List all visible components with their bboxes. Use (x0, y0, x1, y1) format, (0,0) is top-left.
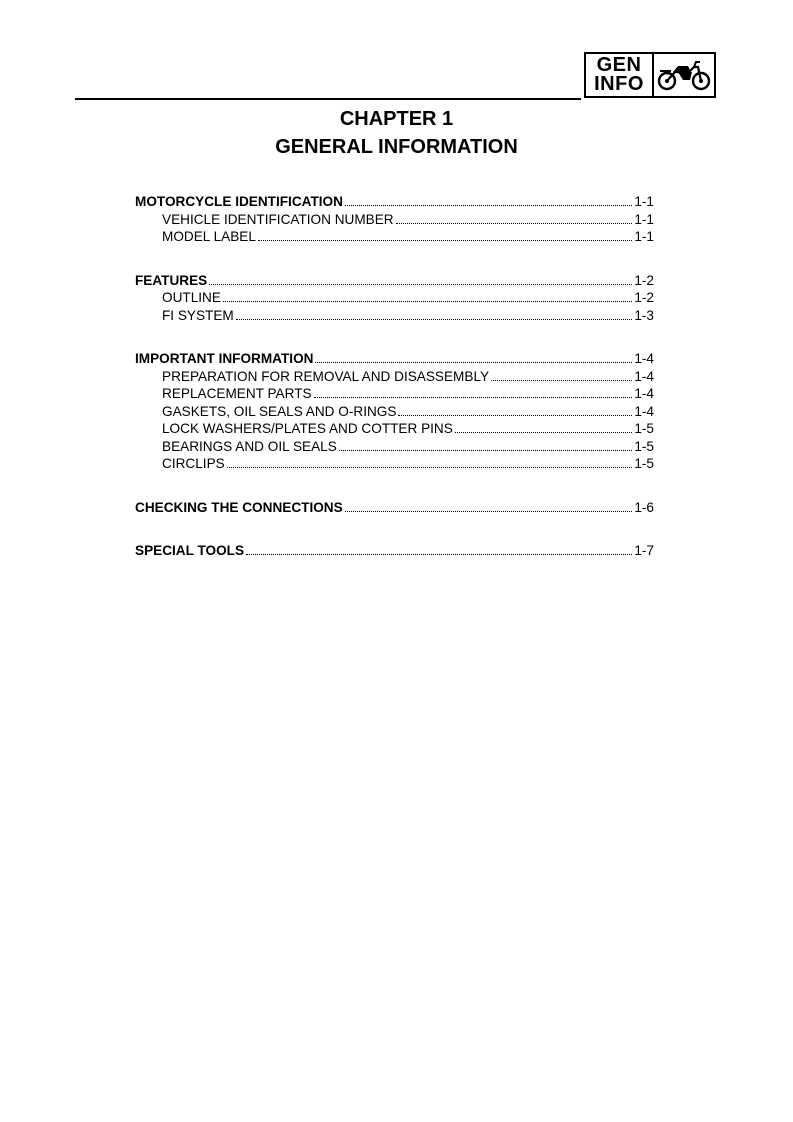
toc-section (135, 542, 654, 560)
toc-entry-label: FEATURES (135, 272, 208, 288)
toc-entry-page: 1-4 (634, 368, 654, 384)
toc-entry-page: 1-7 (634, 543, 654, 558)
toc-entry-label: BEARINGS AND OIL SEALS (162, 438, 337, 454)
toc-entry-label: OUTLINE (162, 290, 221, 305)
toc-entry-label: FI SYSTEM (162, 307, 234, 323)
chapter-subtitle: GENERAL INFORMATION (275, 136, 518, 158)
badge-text (586, 54, 654, 96)
toc-entry (135, 193, 654, 211)
chapter-title: CHAPTER 1 (339, 108, 454, 130)
toc-entry-page: 1-1 (634, 194, 654, 209)
toc-subentry (135, 368, 654, 386)
toc-subentry (135, 307, 654, 325)
toc-entry-page: 1-5 (634, 456, 654, 471)
toc-entry-page: 1-5 (634, 421, 654, 436)
toc-section (135, 350, 654, 473)
toc-subentry (135, 211, 654, 229)
toc-subentry (135, 403, 654, 421)
toc-entry-page: 1-3 (634, 307, 654, 323)
dot-leader (491, 380, 632, 381)
toc-entry-page: 1-2 (634, 290, 654, 305)
toc-entry-page: 1-6 (634, 499, 654, 515)
toc-entry-page: 1-4 (634, 386, 654, 401)
dot-leader (315, 362, 632, 363)
badge-line-1: GEN (596, 54, 642, 76)
dot-leader (398, 415, 632, 416)
toc-entry (135, 350, 654, 368)
dot-leader (246, 554, 632, 555)
toc-entry (135, 272, 654, 290)
toc-entry (135, 542, 654, 560)
dot-leader (227, 467, 633, 468)
dot-leader (209, 284, 632, 285)
dot-leader (258, 240, 632, 241)
toc-entry-label: SPECIAL TOOLS (135, 543, 245, 558)
toc-entry-page: 1-2 (634, 272, 654, 288)
toc-entry-label: PREPARATION FOR REMOVAL AND DISASSEMBLY (162, 368, 490, 384)
dot-leader (236, 319, 633, 320)
dot-leader (339, 450, 633, 451)
toc-entry-page: 1-1 (634, 229, 654, 244)
dot-leader (345, 511, 633, 512)
dot-leader (396, 223, 633, 224)
toc-entry-page: 1-4 (634, 403, 654, 419)
toc-entry-label: MODEL LABEL (162, 229, 256, 244)
toc-subentry (135, 420, 654, 438)
toc-subentry (135, 438, 654, 456)
toc-entry-label: VEHICLE IDENTIFICATION NUMBER (162, 211, 394, 227)
toc-entry-label: IMPORTANT INFORMATION (135, 351, 314, 366)
table-of-contents (135, 193, 654, 586)
header-rule (75, 98, 581, 100)
toc-entry-label: GASKETS, OIL SEALS AND O-RINGS (162, 403, 397, 419)
toc-section (135, 193, 654, 246)
toc-entry-label: LOCK WASHERS/PLATES AND COTTER PINS (162, 421, 453, 436)
toc-section (135, 499, 654, 517)
toc-entry-page: 1-1 (634, 211, 654, 227)
dot-leader (314, 397, 633, 398)
toc-subentry (135, 385, 654, 403)
dot-leader (345, 205, 632, 206)
toc-subentry (135, 228, 654, 246)
toc-entry-label: CHECKING THE CONNECTIONS (135, 499, 343, 515)
badge-line-2: INFO (594, 73, 644, 95)
toc-subentry (135, 289, 654, 307)
toc-entry-label: CIRCLIPS (162, 456, 225, 471)
toc-subentry (135, 455, 654, 473)
toc-entry-page: 1-4 (634, 351, 654, 366)
toc-entry-page: 1-5 (634, 438, 654, 454)
dot-leader (223, 301, 632, 302)
section-badge (584, 52, 716, 98)
motorcycle-icon (654, 54, 714, 96)
toc-entry-label: MOTORCYCLE IDENTIFICATION (135, 194, 343, 209)
toc-entry-label: REPLACEMENT PARTS (162, 386, 312, 401)
toc-section (135, 272, 654, 325)
dot-leader (455, 432, 633, 433)
toc-entry (135, 499, 654, 517)
